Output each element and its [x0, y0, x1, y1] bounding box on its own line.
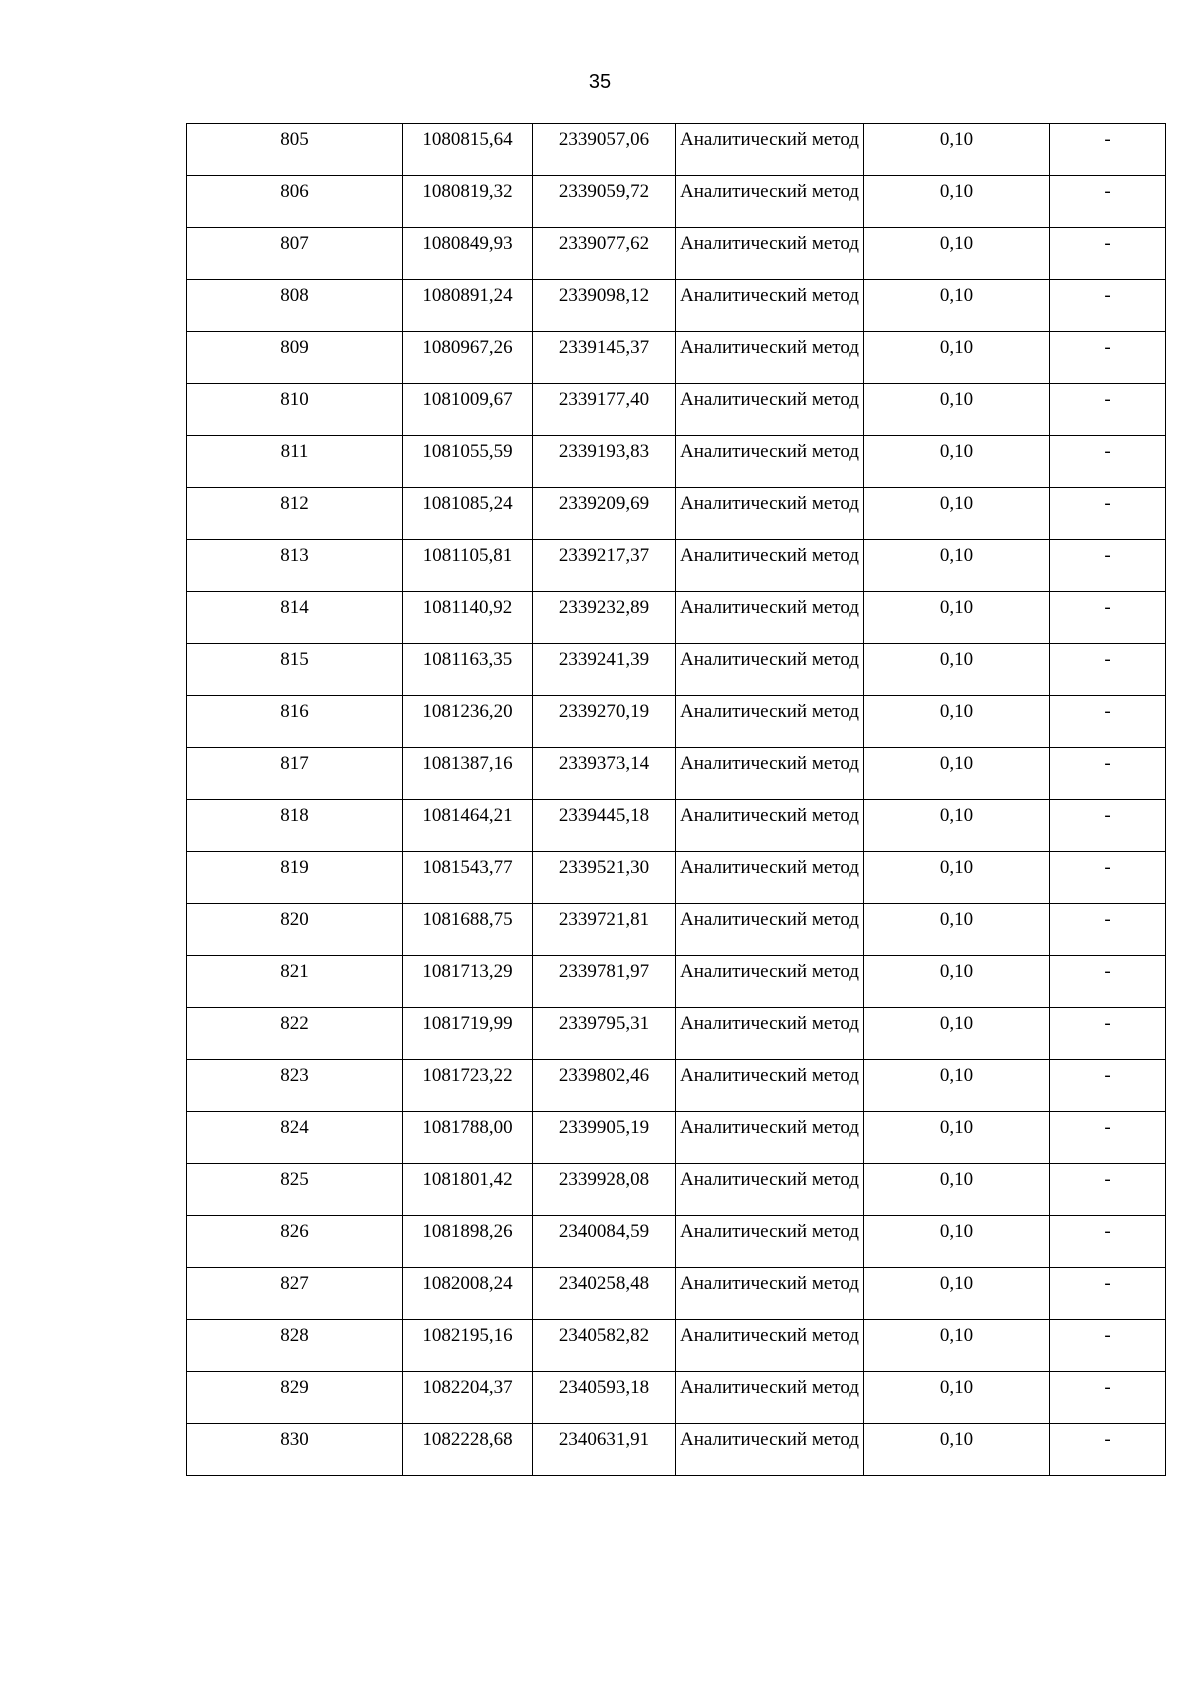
- y-coordinate-cell: 2339270,19: [533, 696, 676, 748]
- method-cell: Аналитический метод: [676, 124, 864, 176]
- x-coordinate-cell: 1082008,24: [403, 1268, 533, 1320]
- y-coordinate-cell: 2339445,18: [533, 800, 676, 852]
- table-row: [187, 1320, 1166, 1372]
- point-number-cell: 823: [187, 1060, 403, 1112]
- coordinates-table-body: [187, 124, 1166, 1476]
- accuracy-cell: 0,10: [864, 1164, 1050, 1216]
- point-number-cell: 820: [187, 904, 403, 956]
- method-cell: Аналитический метод: [676, 332, 864, 384]
- point-number-cell: 817: [187, 748, 403, 800]
- table-row: [187, 384, 1166, 436]
- point-number-cell: 806: [187, 176, 403, 228]
- y-coordinate-cell: 2339059,72: [533, 176, 676, 228]
- x-coordinate-cell: 1081140,92: [403, 592, 533, 644]
- accuracy-cell: 0,10: [864, 800, 1050, 852]
- x-coordinate-cell: 1081688,75: [403, 904, 533, 956]
- accuracy-cell: 0,10: [864, 488, 1050, 540]
- point-number-cell: 810: [187, 384, 403, 436]
- method-cell: Аналитический метод: [676, 540, 864, 592]
- y-coordinate-cell: 2339905,19: [533, 1112, 676, 1164]
- x-coordinate-cell: 1081713,29: [403, 956, 533, 1008]
- accuracy-cell: 0,10: [864, 904, 1050, 956]
- accuracy-cell: 0,10: [864, 384, 1050, 436]
- x-coordinate-cell: 1081898,26: [403, 1216, 533, 1268]
- description-cell: -: [1050, 956, 1166, 1008]
- description-cell: -: [1050, 1424, 1166, 1476]
- y-coordinate-cell: 2339241,39: [533, 644, 676, 696]
- x-coordinate-cell: 1080819,32: [403, 176, 533, 228]
- description-cell: -: [1050, 280, 1166, 332]
- x-coordinate-cell: 1082228,68: [403, 1424, 533, 1476]
- accuracy-cell: 0,10: [864, 540, 1050, 592]
- point-number-cell: 819: [187, 852, 403, 904]
- accuracy-cell: 0,10: [864, 1320, 1050, 1372]
- x-coordinate-cell: 1081163,35: [403, 644, 533, 696]
- y-coordinate-cell: 2339795,31: [533, 1008, 676, 1060]
- y-coordinate-cell: 2339177,40: [533, 384, 676, 436]
- description-cell: -: [1050, 592, 1166, 644]
- x-coordinate-cell: 1081801,42: [403, 1164, 533, 1216]
- point-number-cell: 822: [187, 1008, 403, 1060]
- point-number-cell: 805: [187, 124, 403, 176]
- accuracy-cell: 0,10: [864, 332, 1050, 384]
- y-coordinate-cell: 2340582,82: [533, 1320, 676, 1372]
- point-number-cell: 814: [187, 592, 403, 644]
- table-row: [187, 956, 1166, 1008]
- y-coordinate-cell: 2339232,89: [533, 592, 676, 644]
- method-cell: Аналитический метод: [676, 1008, 864, 1060]
- point-number-cell: 809: [187, 332, 403, 384]
- accuracy-cell: 0,10: [864, 592, 1050, 644]
- accuracy-cell: 0,10: [864, 852, 1050, 904]
- point-number-cell: 826: [187, 1216, 403, 1268]
- x-coordinate-cell: 1081387,16: [403, 748, 533, 800]
- y-coordinate-cell: 2339217,37: [533, 540, 676, 592]
- accuracy-cell: 0,10: [864, 1060, 1050, 1112]
- accuracy-cell: 0,10: [864, 228, 1050, 280]
- method-cell: Аналитический метод: [676, 1320, 864, 1372]
- point-number-cell: 807: [187, 228, 403, 280]
- x-coordinate-cell: 1081009,67: [403, 384, 533, 436]
- x-coordinate-cell: 1081105,81: [403, 540, 533, 592]
- table-row: [187, 280, 1166, 332]
- method-cell: Аналитический метод: [676, 592, 864, 644]
- table-row: [187, 592, 1166, 644]
- description-cell: -: [1050, 384, 1166, 436]
- y-coordinate-cell: 2339193,83: [533, 436, 676, 488]
- x-coordinate-cell: 1080891,24: [403, 280, 533, 332]
- table-row: [187, 800, 1166, 852]
- coordinates-table: [186, 123, 1166, 1476]
- method-cell: Аналитический метод: [676, 280, 864, 332]
- method-cell: Аналитический метод: [676, 1424, 864, 1476]
- point-number-cell: 813: [187, 540, 403, 592]
- method-cell: Аналитический метод: [676, 176, 864, 228]
- y-coordinate-cell: 2339145,37: [533, 332, 676, 384]
- method-cell: Аналитический метод: [676, 696, 864, 748]
- method-cell: Аналитический метод: [676, 1164, 864, 1216]
- description-cell: -: [1050, 852, 1166, 904]
- table-row: [187, 488, 1166, 540]
- y-coordinate-cell: 2339373,14: [533, 748, 676, 800]
- x-coordinate-cell: 1080815,64: [403, 124, 533, 176]
- accuracy-cell: 0,10: [864, 1424, 1050, 1476]
- x-coordinate-cell: 1080849,93: [403, 228, 533, 280]
- point-number-cell: 815: [187, 644, 403, 696]
- x-coordinate-cell: 1081055,59: [403, 436, 533, 488]
- point-number-cell: 828: [187, 1320, 403, 1372]
- description-cell: -: [1050, 488, 1166, 540]
- method-cell: Аналитический метод: [676, 1060, 864, 1112]
- description-cell: -: [1050, 748, 1166, 800]
- y-coordinate-cell: 2340258,48: [533, 1268, 676, 1320]
- table-row: [187, 1060, 1166, 1112]
- accuracy-cell: 0,10: [864, 436, 1050, 488]
- method-cell: Аналитический метод: [676, 228, 864, 280]
- table-row: [187, 1008, 1166, 1060]
- method-cell: Аналитический метод: [676, 1268, 864, 1320]
- accuracy-cell: 0,10: [864, 696, 1050, 748]
- y-coordinate-cell: 2339098,12: [533, 280, 676, 332]
- accuracy-cell: 0,10: [864, 1112, 1050, 1164]
- point-number-cell: 808: [187, 280, 403, 332]
- table-row: [187, 1372, 1166, 1424]
- table-row: [187, 696, 1166, 748]
- table-row: [187, 540, 1166, 592]
- y-coordinate-cell: 2340593,18: [533, 1372, 676, 1424]
- x-coordinate-cell: 1081464,21: [403, 800, 533, 852]
- x-coordinate-cell: 1081719,99: [403, 1008, 533, 1060]
- x-coordinate-cell: 1081788,00: [403, 1112, 533, 1164]
- description-cell: -: [1050, 1216, 1166, 1268]
- y-coordinate-cell: 2339781,97: [533, 956, 676, 1008]
- table-row: [187, 904, 1166, 956]
- accuracy-cell: 0,10: [864, 644, 1050, 696]
- accuracy-cell: 0,10: [864, 1372, 1050, 1424]
- description-cell: -: [1050, 644, 1166, 696]
- y-coordinate-cell: 2339928,08: [533, 1164, 676, 1216]
- description-cell: -: [1050, 540, 1166, 592]
- method-cell: Аналитический метод: [676, 1112, 864, 1164]
- point-number-cell: 830: [187, 1424, 403, 1476]
- table-row: [187, 1164, 1166, 1216]
- accuracy-cell: 0,10: [864, 1216, 1050, 1268]
- x-coordinate-cell: 1081085,24: [403, 488, 533, 540]
- description-cell: -: [1050, 228, 1166, 280]
- point-number-cell: 821: [187, 956, 403, 1008]
- accuracy-cell: 0,10: [864, 1268, 1050, 1320]
- table-row: [187, 748, 1166, 800]
- method-cell: Аналитический метод: [676, 800, 864, 852]
- method-cell: Аналитический метод: [676, 904, 864, 956]
- y-coordinate-cell: 2339521,30: [533, 852, 676, 904]
- table-row: [187, 124, 1166, 176]
- method-cell: Аналитический метод: [676, 748, 864, 800]
- description-cell: -: [1050, 1112, 1166, 1164]
- x-coordinate-cell: 1081236,20: [403, 696, 533, 748]
- x-coordinate-cell: 1080967,26: [403, 332, 533, 384]
- table-row: [187, 436, 1166, 488]
- y-coordinate-cell: 2340084,59: [533, 1216, 676, 1268]
- point-number-cell: 827: [187, 1268, 403, 1320]
- method-cell: Аналитический метод: [676, 436, 864, 488]
- point-number-cell: 816: [187, 696, 403, 748]
- point-number-cell: 829: [187, 1372, 403, 1424]
- description-cell: -: [1050, 1164, 1166, 1216]
- page-number: 35: [588, 71, 612, 93]
- x-coordinate-cell: 1082195,16: [403, 1320, 533, 1372]
- point-number-cell: 812: [187, 488, 403, 540]
- table-row: [187, 1268, 1166, 1320]
- description-cell: -: [1050, 176, 1166, 228]
- table-row: [187, 1424, 1166, 1476]
- accuracy-cell: 0,10: [864, 1008, 1050, 1060]
- point-number-cell: 811: [187, 436, 403, 488]
- method-cell: Аналитический метод: [676, 1372, 864, 1424]
- table-row: [187, 1112, 1166, 1164]
- description-cell: -: [1050, 800, 1166, 852]
- point-number-cell: 824: [187, 1112, 403, 1164]
- description-cell: -: [1050, 124, 1166, 176]
- y-coordinate-cell: 2339802,46: [533, 1060, 676, 1112]
- table-row: [187, 1216, 1166, 1268]
- y-coordinate-cell: 2340631,91: [533, 1424, 676, 1476]
- accuracy-cell: 0,10: [864, 956, 1050, 1008]
- method-cell: Аналитический метод: [676, 384, 864, 436]
- description-cell: -: [1050, 1268, 1166, 1320]
- description-cell: -: [1050, 1320, 1166, 1372]
- method-cell: Аналитический метод: [676, 644, 864, 696]
- table-row: [187, 644, 1166, 696]
- method-cell: Аналитический метод: [676, 1216, 864, 1268]
- y-coordinate-cell: 2339057,06: [533, 124, 676, 176]
- description-cell: -: [1050, 332, 1166, 384]
- point-number-cell: 818: [187, 800, 403, 852]
- accuracy-cell: 0,10: [864, 748, 1050, 800]
- accuracy-cell: 0,10: [864, 176, 1050, 228]
- table-row: [187, 228, 1166, 280]
- description-cell: -: [1050, 696, 1166, 748]
- table-row: [187, 176, 1166, 228]
- table-row: [187, 332, 1166, 384]
- point-number-cell: 825: [187, 1164, 403, 1216]
- y-coordinate-cell: 2339077,62: [533, 228, 676, 280]
- accuracy-cell: 0,10: [864, 280, 1050, 332]
- x-coordinate-cell: 1082204,37: [403, 1372, 533, 1424]
- accuracy-cell: 0,10: [864, 124, 1050, 176]
- description-cell: -: [1050, 1008, 1166, 1060]
- y-coordinate-cell: 2339721,81: [533, 904, 676, 956]
- description-cell: -: [1050, 436, 1166, 488]
- x-coordinate-cell: 1081723,22: [403, 1060, 533, 1112]
- y-coordinate-cell: 2339209,69: [533, 488, 676, 540]
- description-cell: -: [1050, 904, 1166, 956]
- method-cell: Аналитический метод: [676, 488, 864, 540]
- method-cell: Аналитический метод: [676, 852, 864, 904]
- table-row: [187, 852, 1166, 904]
- method-cell: Аналитический метод: [676, 956, 864, 1008]
- description-cell: -: [1050, 1372, 1166, 1424]
- description-cell: -: [1050, 1060, 1166, 1112]
- x-coordinate-cell: 1081543,77: [403, 852, 533, 904]
